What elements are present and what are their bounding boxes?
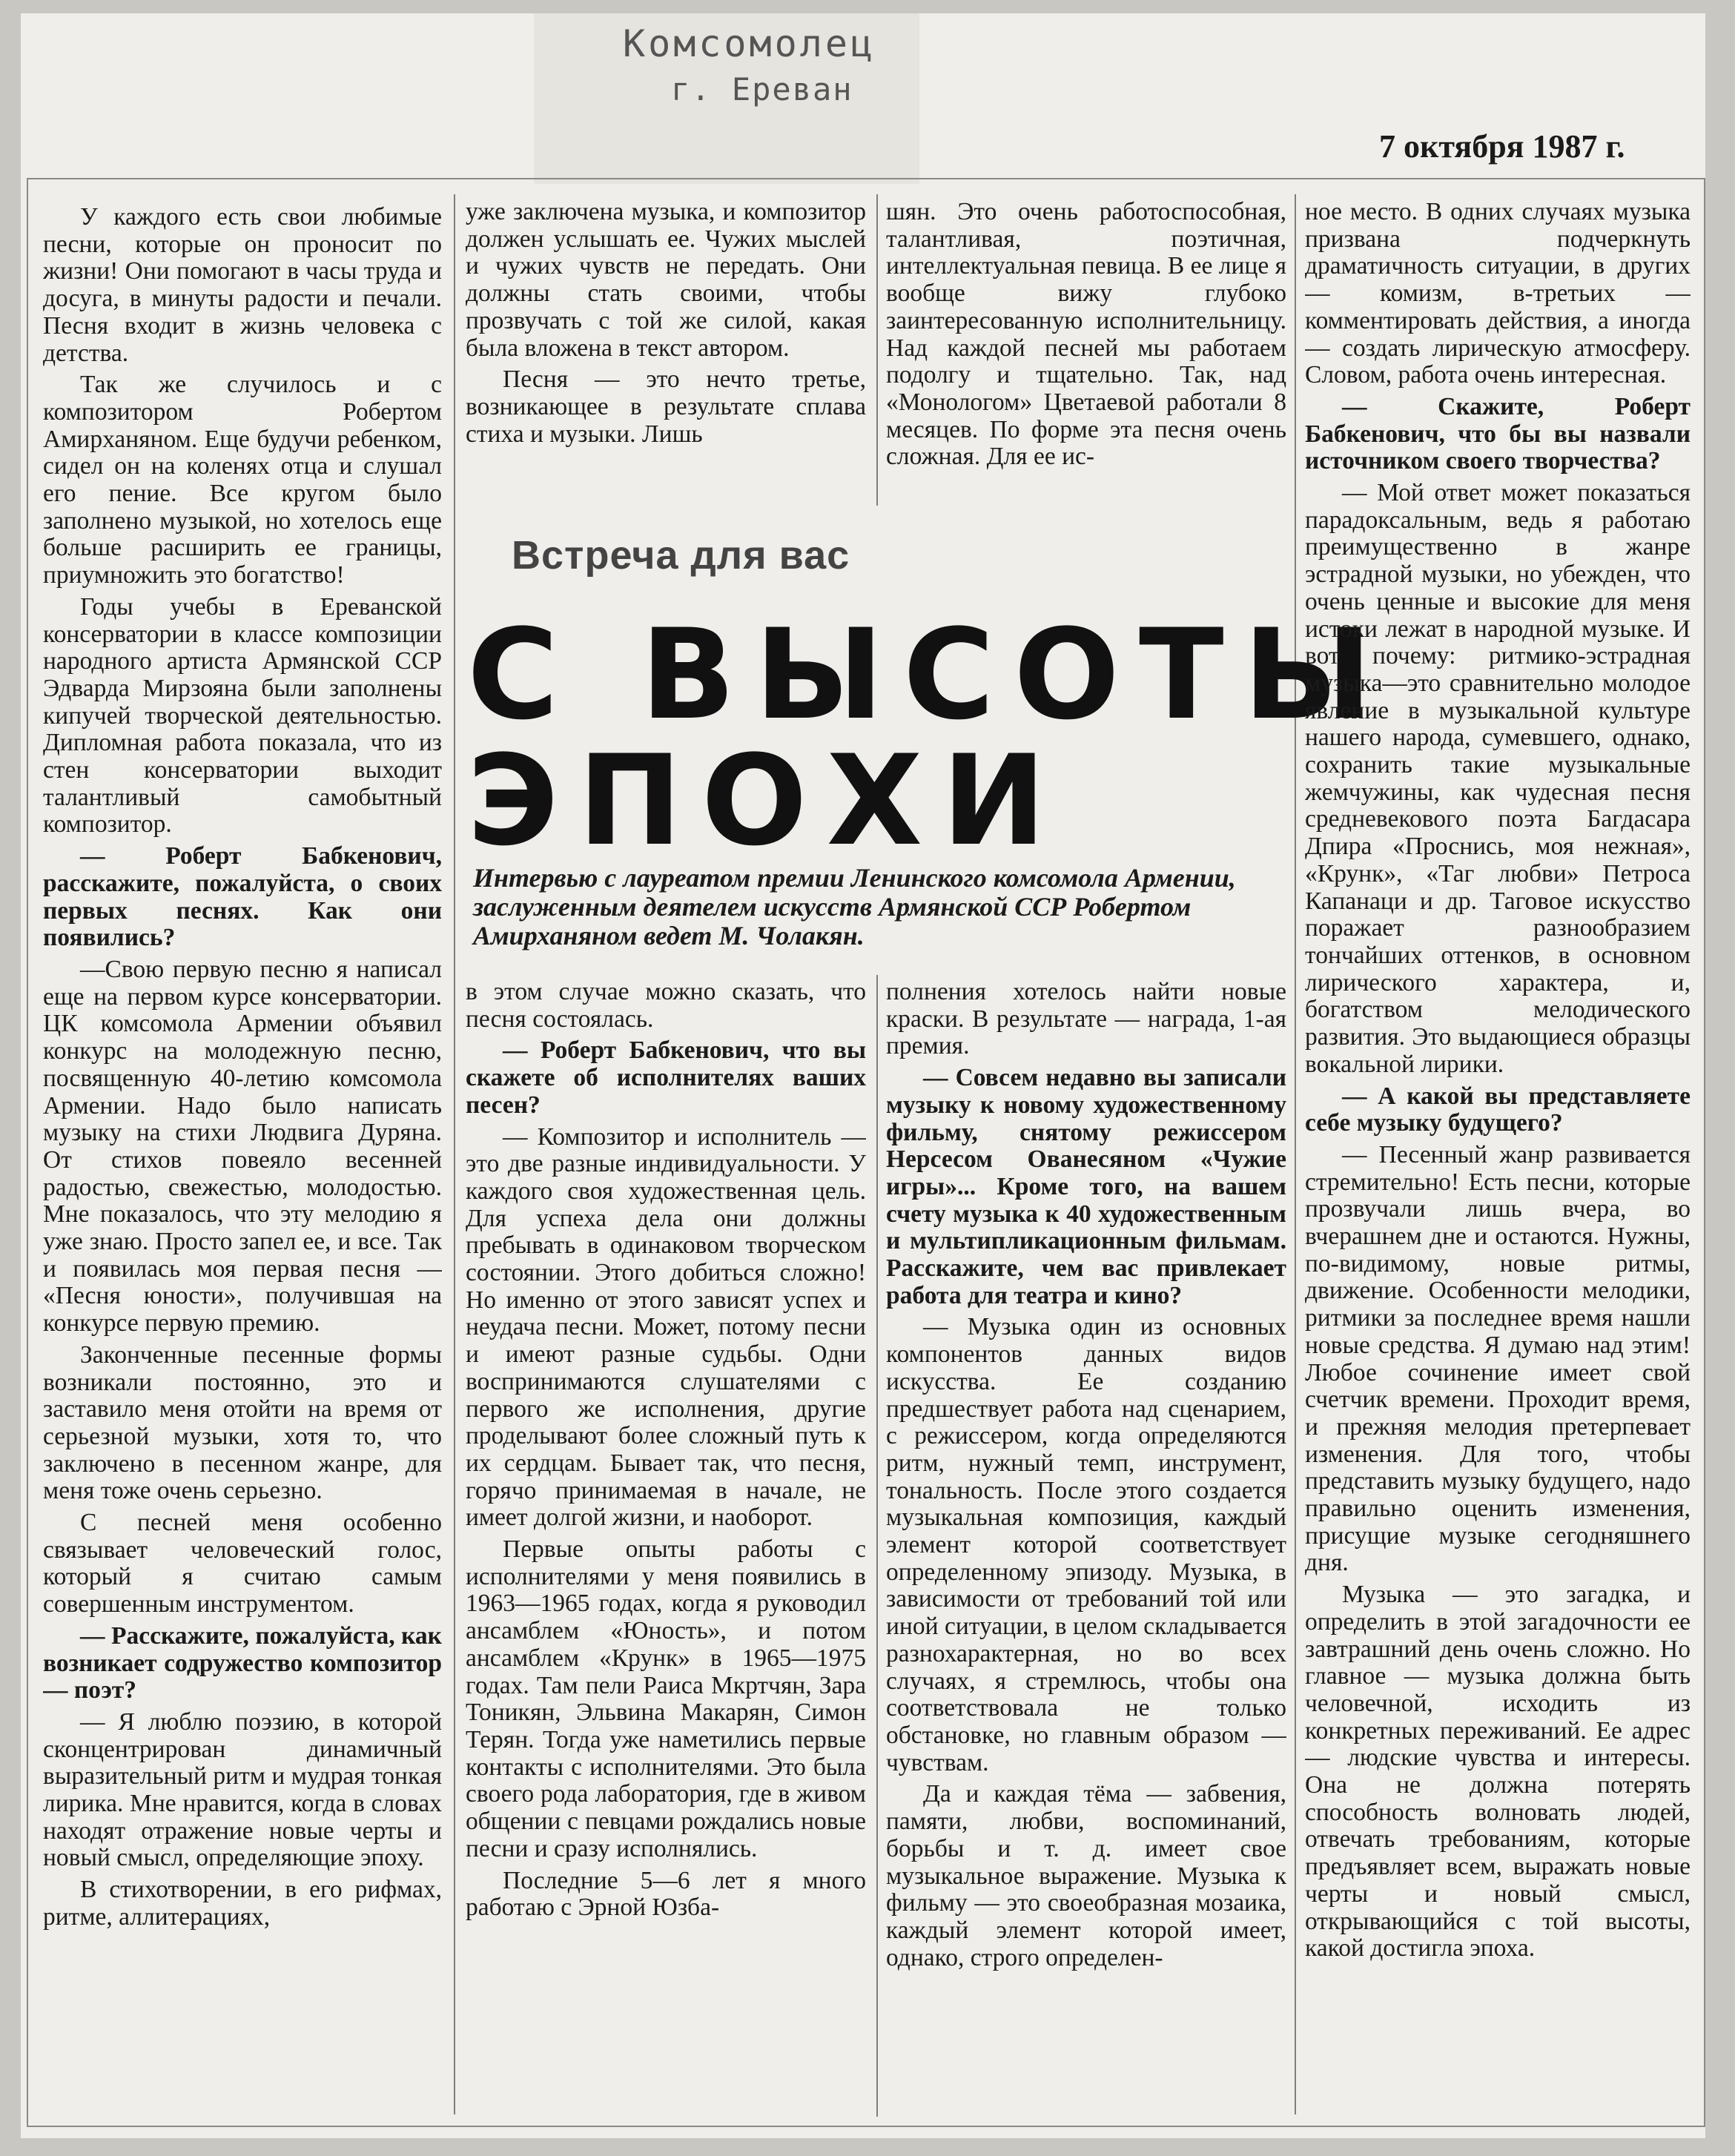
article-paragraph: —Свою первую песню я написал еще на первом курсе консерватории. ЦК комсомола Армении объявил конкурс на молодежную песню, посвященную 40-летию комсомола Армении. Надо было написать музыку на стихи Людвига Дуряна. От стихов повеяло весенней радостью, свежестью, молодостью. Мне показалось, что эту мелодию я уже знаю. Просто запел ее, и все. Так и появилась моя первая песня — «Песня юности», получившая на конкурсе первую премию.: [43, 955, 442, 1337]
newspaper-city: г. Ереван: [671, 71, 853, 108]
article-paragraph: Законченные песенные формы возникали постоянно, это и заставило меня отойти на время от серьезной музыки, хотя то, что заключено в песенном жанре, для меня тоже очень серьезно.: [43, 1340, 442, 1505]
column-2-bottom: [466, 979, 866, 2113]
article-lead: Интервью с лауреатом премии Ленинского комсомола Армении, заслуженным деятелем искусств Армянской ССР Робертом Амирханяном ведет М. Чолакян.: [473, 863, 1236, 950]
interview-question: — Совсем недавно вы записали музыку к новому художественному фильму, снятому режиссером Нерсесом Ованесяном «Чужие игры»... Кроме того, на вашем счету музыка к 40 художественным и мультипликационным фильмам. Расскажите, чем вас привлекает работа для театра и кино?: [886, 1064, 1286, 1309]
article-paragraph: уже заключена музыка, и композитор должен услышать ее. Чужих мыслей и чужих чувств не передать. Они должны стать своими, чтобы прозвучать с той же силой, какая была вложена в текст автором.: [466, 199, 866, 362]
article-paragraph: Да и каждая тёма — забвения, памяти, любви, воспоминаний, борьбы и т. д. имеет свое музыкальное выражение. Музыка к фильму — это своеобразная мозаика, каждый элемент которой имеет, однако, строго определен-: [886, 1780, 1286, 1971]
newspaper-name: Комсомолец: [623, 22, 876, 65]
column-3-bottom: [886, 979, 1286, 2113]
article-paragraph: Последние 5—6 лет я много работаю с Эрной Юзба-: [466, 1866, 866, 1922]
publication-date: 7 октября 1987 г.: [1379, 128, 1625, 165]
interview-question: — Роберт Бабкенович, расскажите, пожалуйста, о своих первых песнях. Как они появились?: [43, 842, 442, 952]
interview-question: — Расскажите, пожалуйста, как возникает содружество композитор — поэт?: [43, 1621, 442, 1704]
article-paragraph: полнения хотелось найти новые краски. В результате — награда, 1-ая премия.: [886, 979, 1286, 1060]
column-2-top: [466, 199, 866, 495]
article-paragraph: — Музыка один из основных компонентов данных видов искусства. Ее созданию предшествует работа над сценарием, с режиссером, когда определяются ритм, нужный темп, инструмент, тональность. После этого создается музыкальная композиция, каждый элемент которой соответствует определенному эпизоду. Музыка, в зависимости от требований той или иной ситуации, в целом складывается разнохарактерная, но во всех случаях, я стремлюсь, чтобы она соответствовала не только обстановке, но главным образом — чувствам.: [886, 1313, 1286, 1776]
article-paragraph: Первые опыты работы с исполнителями у меня появились в 1963—1965 годах, когда я руководил ансамблем «Юность», и потом ансамблем «Крунк» в 1965—1975 годах. Там пели Раиса Мкртчян, Зара Тоникян, Эльвина Макарян, Симон Терян. Тогда уже наметились первые контакты с исполнителями. Это была своего рода лаборатория, где в живом общении с певцами рождались новые песни и сразу исполнялись.: [466, 1535, 866, 1862]
column-4: [1305, 199, 1691, 2112]
column-3-top: [886, 199, 1286, 495]
article-paragraph: У каждого есть свои любимые песни, которые он проносит по жизни! Они помогают в часы труда и досуга, в минуты радости и печали. Песня входит в жизнь человека с детства.: [43, 204, 442, 367]
article-paragraph: шян. Это очень работоспособная, талантливая, поэтичная, интеллектуальная певица. В ее лице я вообще вижу глубоко заинтересованную исполнительницу. Над каждой песней мы работаем подолгу и тщательно. Так, над «Монологом» Цветаевой работали 8 месяцев. По форме эта песня очень сложная. Для ее ис-: [886, 199, 1286, 471]
column-rule: [876, 975, 878, 2117]
headline-line-1: С ВЫСОТЫ: [467, 602, 1392, 747]
article-paragraph: — Песенный жанр развивается стремительно! Есть песни, которые прозвучали лишь вчера, во вчерашнем дне и остаются. Нужны, по-видимому, новые ритмы, движение. Особенности мелодики, ритмики за последнее время нашли новые средства. Я думаю над этим! Любое сочинение имеет свой счетчик времени. Проходит время, и прежняя мелодия претерпевает изменения. Для того, чтобы представить музыку будущего, надо правильно оценить изменения, присущие музыке сегодняшнего дня.: [1305, 1140, 1691, 1577]
article-paragraph: Годы учебы в Ереванской консерватории в классе композиции народного артиста Армянской ССР Эдварда Мирзояна были заполнены кипучей творческой деятельностью. Дипломная работа показала, что из стен консерватории выходит талантливый самобытный композитор.: [43, 592, 442, 839]
article-paragraph: — Мой ответ может показаться парадоксальным, ведь я работаю преимущественно в жанре эстрадной музыки, но убежден, что очень ценные и высокие для меня истоки лежат в народной музыке. И вот почему: ритмико-эстрадная музыка—это сравнительно молодое явление в музыкальной культуре нашего народа, сумевшего, однако, сохранить такие музыкальные жемчужины, как чудесная песня средневекового поэта Багдасара Дпира «Проснись, моя нежная», «Крунк», «Таг любви» Петроса Капанаци и др. Таговое искусство поражает разнообразием тончайших оттенков, в основном лирического характера, и, богатством мелодического развития. Это выдающиеся образцы вокальной лирики.: [1305, 479, 1691, 1078]
column-rule: [454, 194, 455, 2114]
article-paragraph: Музыка — это загадка, и определить в этой загадочности ее завтрашний день очень сложно. Но главное — музыка должна быть человечной, исходить из конкретных переживаний. Ее адрес — людские чувства и интересы. Она не должна потерять способность волновать людей, отвечать требованиям, которые предъявляет всем, выражать новые черты и новый смысл, открывающийся с той высоты, какой достигла эпоха.: [1305, 1581, 1691, 1962]
article-paragraph: Песня — это нечто третье, возникающее в результате сплава стиха и музыки. Лишь: [466, 366, 866, 448]
article-paragraph: — Я люблю поэзию, в которой сконцентрирован динамичный выразительный ритм и мудрая тонкая лирика. Мне нравится, когда в словах находят отражение новые черты и новый смысл, определяющие эпоху.: [43, 1707, 442, 1872]
rubric: Встреча для вас: [512, 533, 850, 578]
article-paragraph: — Композитор и исполнитель — это две разные индивидуальности. У каждого своя художественная цель. Для успеха дела они должны пребывать в одинаковом творческом состоянии. Этого добиться сложно! Но именно от этого зависят успех и неудача песни. Может, потому песни и имеют разные судьбы. Одни воспринимаются слушателями с первого же исполнения, другие проделывают более сложный путь к их сердцам. Бывает так, что песня, горячо принимаемая в начале, не имеет долгой жизни, и наоборот.: [466, 1122, 866, 1532]
headline-line-2: ЭПОХИ: [467, 728, 1065, 873]
article-paragraph: С песней меня особенно связывает человеческий голос, который я считаю самым совершенным инструментом.: [43, 1509, 442, 1618]
article-paragraph: ное место. В одних случаях музыка призвана подчеркнуть драматичность ситуации, в других — комизм, в-третьих — комментировать действия, а иногда— создать лирическую атмосферу. Словом, работа очень интересная.: [1305, 199, 1691, 389]
interview-question: — Роберт Бабкенович, что вы скажете об исполнителях ваших песен?: [466, 1036, 866, 1119]
article-paragraph: в этом случае можно сказать, что песня состоялась.: [466, 979, 866, 1033]
interview-question: — А какой вы представляете себе музыку будущего?: [1305, 1082, 1691, 1137]
column-rule: [876, 194, 878, 506]
article-paragraph: Так же случилось и с композитором Робертом Амирханяном. Еще будучи ребенком, сидел он на коленях отца и слушал его пение. Все кругом было заполнено музыкой, но хотелось еще больше расширить ее границы, приумножить это богатство!: [43, 371, 442, 589]
article-paragraph: В стихотворении, в его рифмах, ритме, аллитерациях,: [43, 1876, 442, 1931]
column-1: [43, 204, 442, 2109]
column-rule: [1295, 194, 1296, 2114]
interview-question: — Скажите, Роберт Бабкенович, что бы вы назвали источником своего творчества?: [1305, 392, 1691, 475]
